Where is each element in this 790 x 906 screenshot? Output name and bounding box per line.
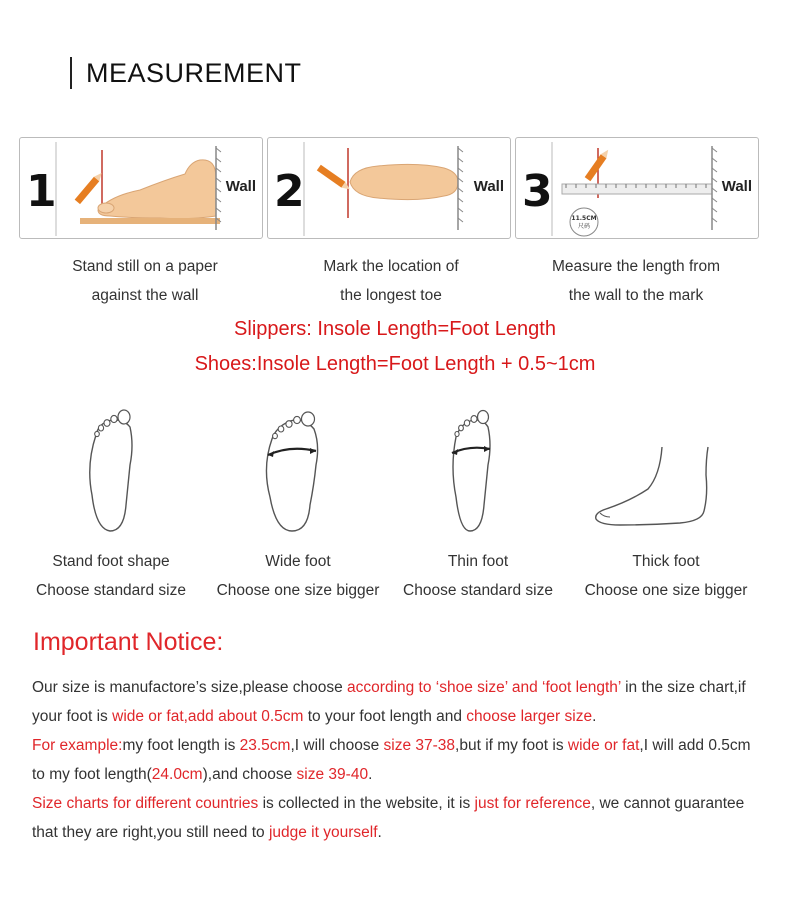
wide-foot-icon: [258, 405, 328, 535]
slippers-formula: Slippers: Insole Length=Foot Length: [234, 318, 556, 340]
caption-line: Stand still on a paper: [72, 258, 218, 275]
step-3-caption: [511, 252, 761, 310]
shoes-formula: Shoes:Insole Length=Foot Length + 0.5~1cm: [194, 353, 596, 375]
foot-caption-standard: [30, 547, 192, 605]
foot-advice: Choose one size bigger: [584, 582, 748, 599]
notice-body: [32, 673, 762, 847]
notice-highlight: just for reference: [474, 795, 591, 812]
header-bar: [70, 57, 72, 89]
step-1-panel: [19, 137, 263, 239]
thick-foot-icon: [590, 405, 720, 535]
notice-text: , we cannot guarantee that they are right,you still need to: [32, 795, 745, 841]
notice-highlight: Size charts for different countries: [32, 795, 259, 812]
notice-text: .: [368, 766, 373, 783]
step-number: 1: [26, 166, 57, 217]
notice-text: ,but if my foot is: [455, 737, 568, 754]
foot-type: Thick foot: [632, 553, 700, 570]
notice-highlight: choose larger size: [466, 708, 593, 725]
notice-highlight: size 39-40: [296, 766, 369, 783]
notice-title: Important Notice:: [33, 628, 224, 656]
step-number: 3: [522, 166, 553, 217]
caption-line: Mark the location of: [323, 258, 459, 275]
notice-text: is collected in the website, it is: [258, 795, 475, 812]
foot-caption-thin: [396, 547, 560, 605]
notice-text: .: [592, 708, 597, 725]
notice-text: Our size is manufactore’s size,please choose: [32, 679, 348, 696]
notice-highlight: wide or fat: [567, 737, 640, 754]
notice-text: my foot length is: [122, 737, 240, 754]
page-title: MEASUREMENT: [86, 57, 302, 88]
foot-type: Stand foot shape: [52, 553, 170, 570]
notice-text: ,I will add 0.5cm to my foot length(: [32, 737, 751, 783]
caption-line: the longest toe: [340, 287, 442, 304]
foot-advice: Choose one size bigger: [216, 582, 380, 599]
foot-caption-thick: [577, 547, 755, 605]
notice-highlight: For example:: [32, 737, 123, 754]
step-1-caption: [20, 252, 270, 310]
foot-type: Thin foot: [447, 553, 509, 570]
notice-highlight: size 37-38: [383, 737, 456, 754]
notice-text: in the size chart,if your foot is: [32, 679, 746, 725]
notice-highlight: 24.0cm: [151, 766, 203, 783]
foot-type: Wide foot: [265, 553, 331, 570]
notice-highlight: 23.5cm: [239, 737, 291, 754]
caption-line: the wall to the mark: [568, 287, 704, 304]
standard-foot-icon: [78, 405, 142, 535]
caption-line: against the wall: [91, 287, 199, 304]
foot-caption-wide: [209, 547, 387, 605]
notice-text: ),and choose: [202, 766, 297, 783]
thin-foot-icon: [442, 405, 502, 535]
foot-advice: Choose standard size: [36, 582, 186, 599]
ruler-subtext: 尺码: [577, 223, 591, 230]
notice-highlight: judge it yourself: [268, 824, 378, 841]
wall-label: Wall: [721, 178, 752, 195]
step-2-panel: [267, 137, 511, 239]
step-2-caption: [266, 252, 516, 310]
notice-text: .: [377, 824, 382, 841]
wall-label: Wall: [225, 178, 256, 195]
ruler-reading: 11.5CM: [571, 215, 597, 222]
notice-highlight: according to ‘shoe size’ and ‘foot length’: [347, 679, 621, 696]
notice-highlight: wide or fat,add about 0.5cm: [112, 708, 304, 725]
step-3-panel: [515, 137, 759, 239]
page-header: [70, 56, 302, 90]
caption-line: Measure the length from: [551, 258, 720, 275]
measurement-steps: [19, 137, 761, 239]
foot-advice: Choose standard size: [403, 582, 553, 599]
wall-label: Wall: [473, 178, 504, 195]
step-number: 2: [274, 166, 305, 217]
notice-text: to your foot length and: [303, 708, 467, 725]
notice-text: ,I will choose: [290, 737, 384, 754]
